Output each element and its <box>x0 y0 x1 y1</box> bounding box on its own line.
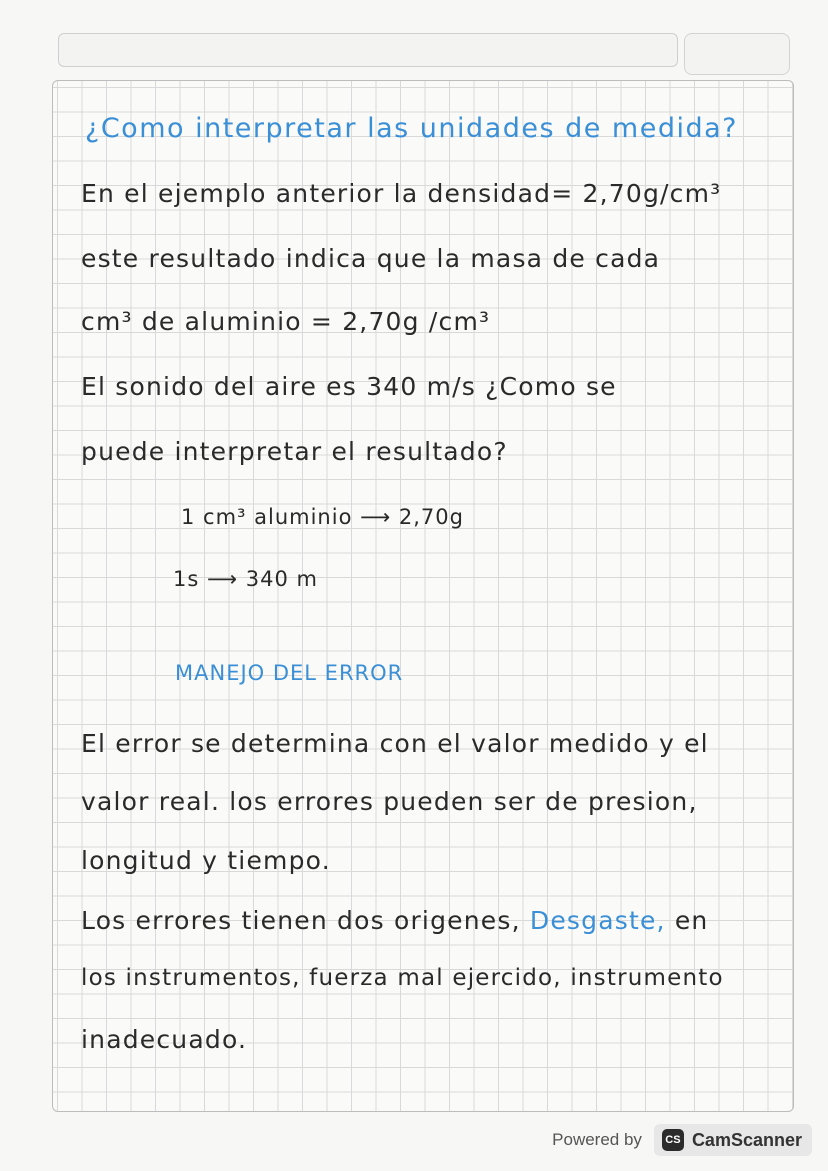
watermark-footer <box>552 1122 812 1158</box>
note-line: En el ejemplo anterior la densidad= 2,70g/cm³ <box>81 179 722 208</box>
note-line: cm³ de aluminio = 2,70g /cm³ <box>81 307 491 336</box>
note-line <box>81 906 708 935</box>
note-line: El error se determina con el valor medido y el <box>81 729 709 758</box>
note-line: longitud y tiempo. <box>81 846 331 875</box>
section-heading: MANEJO DEL ERROR <box>175 661 404 685</box>
note-equation: 1 cm³ aluminio ⟶ 2,70g <box>181 505 464 529</box>
note-equation: 1s ⟶ 340 m <box>173 567 318 591</box>
camscanner-badge <box>654 1124 812 1156</box>
camscanner-brand: CamScanner <box>691 1129 802 1150</box>
note-text: Los errores tienen dos origenes, <box>81 906 530 935</box>
note-line-title: ¿Como interpretar las unidades de medida? <box>85 113 738 144</box>
note-line: inadecuado. <box>81 1025 248 1054</box>
note-text: en <box>665 906 709 935</box>
date-box <box>684 33 790 75</box>
camscanner-logo-icon: CS <box>662 1129 684 1151</box>
note-line: valor real. los errores pueden ser de presion, <box>81 787 698 816</box>
note-line: puede interpretar el resultado? <box>81 437 508 466</box>
powered-by-label: Powered by <box>552 1130 642 1149</box>
note-line: El sonido del aire es 340 m/s ¿Como se <box>81 372 617 401</box>
header-box <box>58 33 678 67</box>
note-line: los instrumentos, fuerza mal ejercido, instrumento <box>81 965 724 991</box>
highlight-word: Desgaste, <box>529 906 666 935</box>
note-line: este resultado indica que la masa de cada <box>81 244 661 273</box>
grid-paper <box>52 80 794 1112</box>
